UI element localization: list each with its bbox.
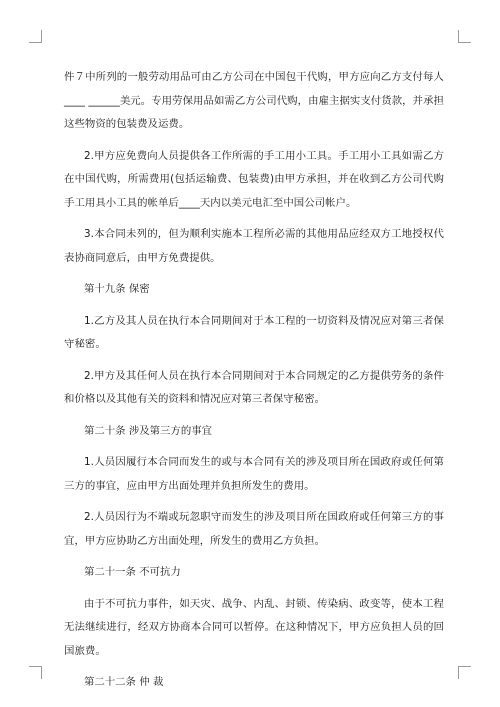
paragraph-other-supplies: 3.本合同未列的，但为顺利实施本工程所必需的其他用品应经双方工地授权代表协商同意后，由甲方免费提供。 [64, 228, 444, 264]
paragraph-third-party-misconduct: 2.人员因行为不端或玩忽职守而发生的涉及项目所在国政府或任何第三方的事宜，甲方应协助乙方出面处理，所发生的费用乙方负担。 [64, 511, 444, 547]
article-19-heading: 第十九条 保密 [84, 283, 150, 295]
crop-mark-bottom-right [458, 666, 471, 679]
crop-mark-top-left [29, 30, 42, 43]
paragraph-third-party-contract: 1.人员因履行本合同而发生的或与本合同有关的涉及项目所在国政府或任何第三方的事宜，应由甲方出面处理并负担所发生的费用。 [64, 456, 444, 492]
crop-mark-top-right [458, 30, 471, 43]
paragraph-force-majeure: 由于不可抗力事件，如天灾、战争、内乱、封锁、传染病、政变等，使本工程无法继续进行，经双方协商本合同可以暂停。在这种情况下，甲方应负担人员的回国旅费。 [64, 597, 444, 657]
paragraph-labor-supplies-cont: 件７中所列的一般劳动用品可由乙方公司在中国包干代购，甲方应向乙方支付每人____ ______美元。专用劳保用品如需乙方公司代购，由雇主据实支付货款，并承担这些物资的包装费及运费。 [64, 71, 444, 130]
document-body [64, 66, 444, 703]
paragraph-confidentiality-party-b: 1.乙方及其人员在执行本合同期间对于本工程的一切资料及情况应对第三者保守秘密。 [64, 314, 444, 350]
article-21-heading: 第二十一条 不可抗力 [84, 566, 181, 578]
paragraph-confidentiality-party-a: 2.甲方及其任何人员在执行本合同期间对于本合同规定的乙方提供劳务的条件和价格以及其他有关的资料和情况应对第三者保守秘密。 [64, 369, 444, 405]
crop-mark-bottom-left [29, 666, 42, 679]
article-22-heading: 第二十二条 仲 裁 [84, 676, 164, 688]
article-20-heading: 第二十条 涉及第三方的事宜 [84, 424, 212, 437]
paragraph-hand-tools: 2.甲方应免费向人员提供各工作所需的手工用小工具。手工用小工具如需乙方在中国代购，所需费用(包括运输费、包装费)由甲方承担，并在收到乙方公司代购手工用具小工具的帐单后____天内以美元电汇至中国公司帐户。 [64, 149, 444, 209]
